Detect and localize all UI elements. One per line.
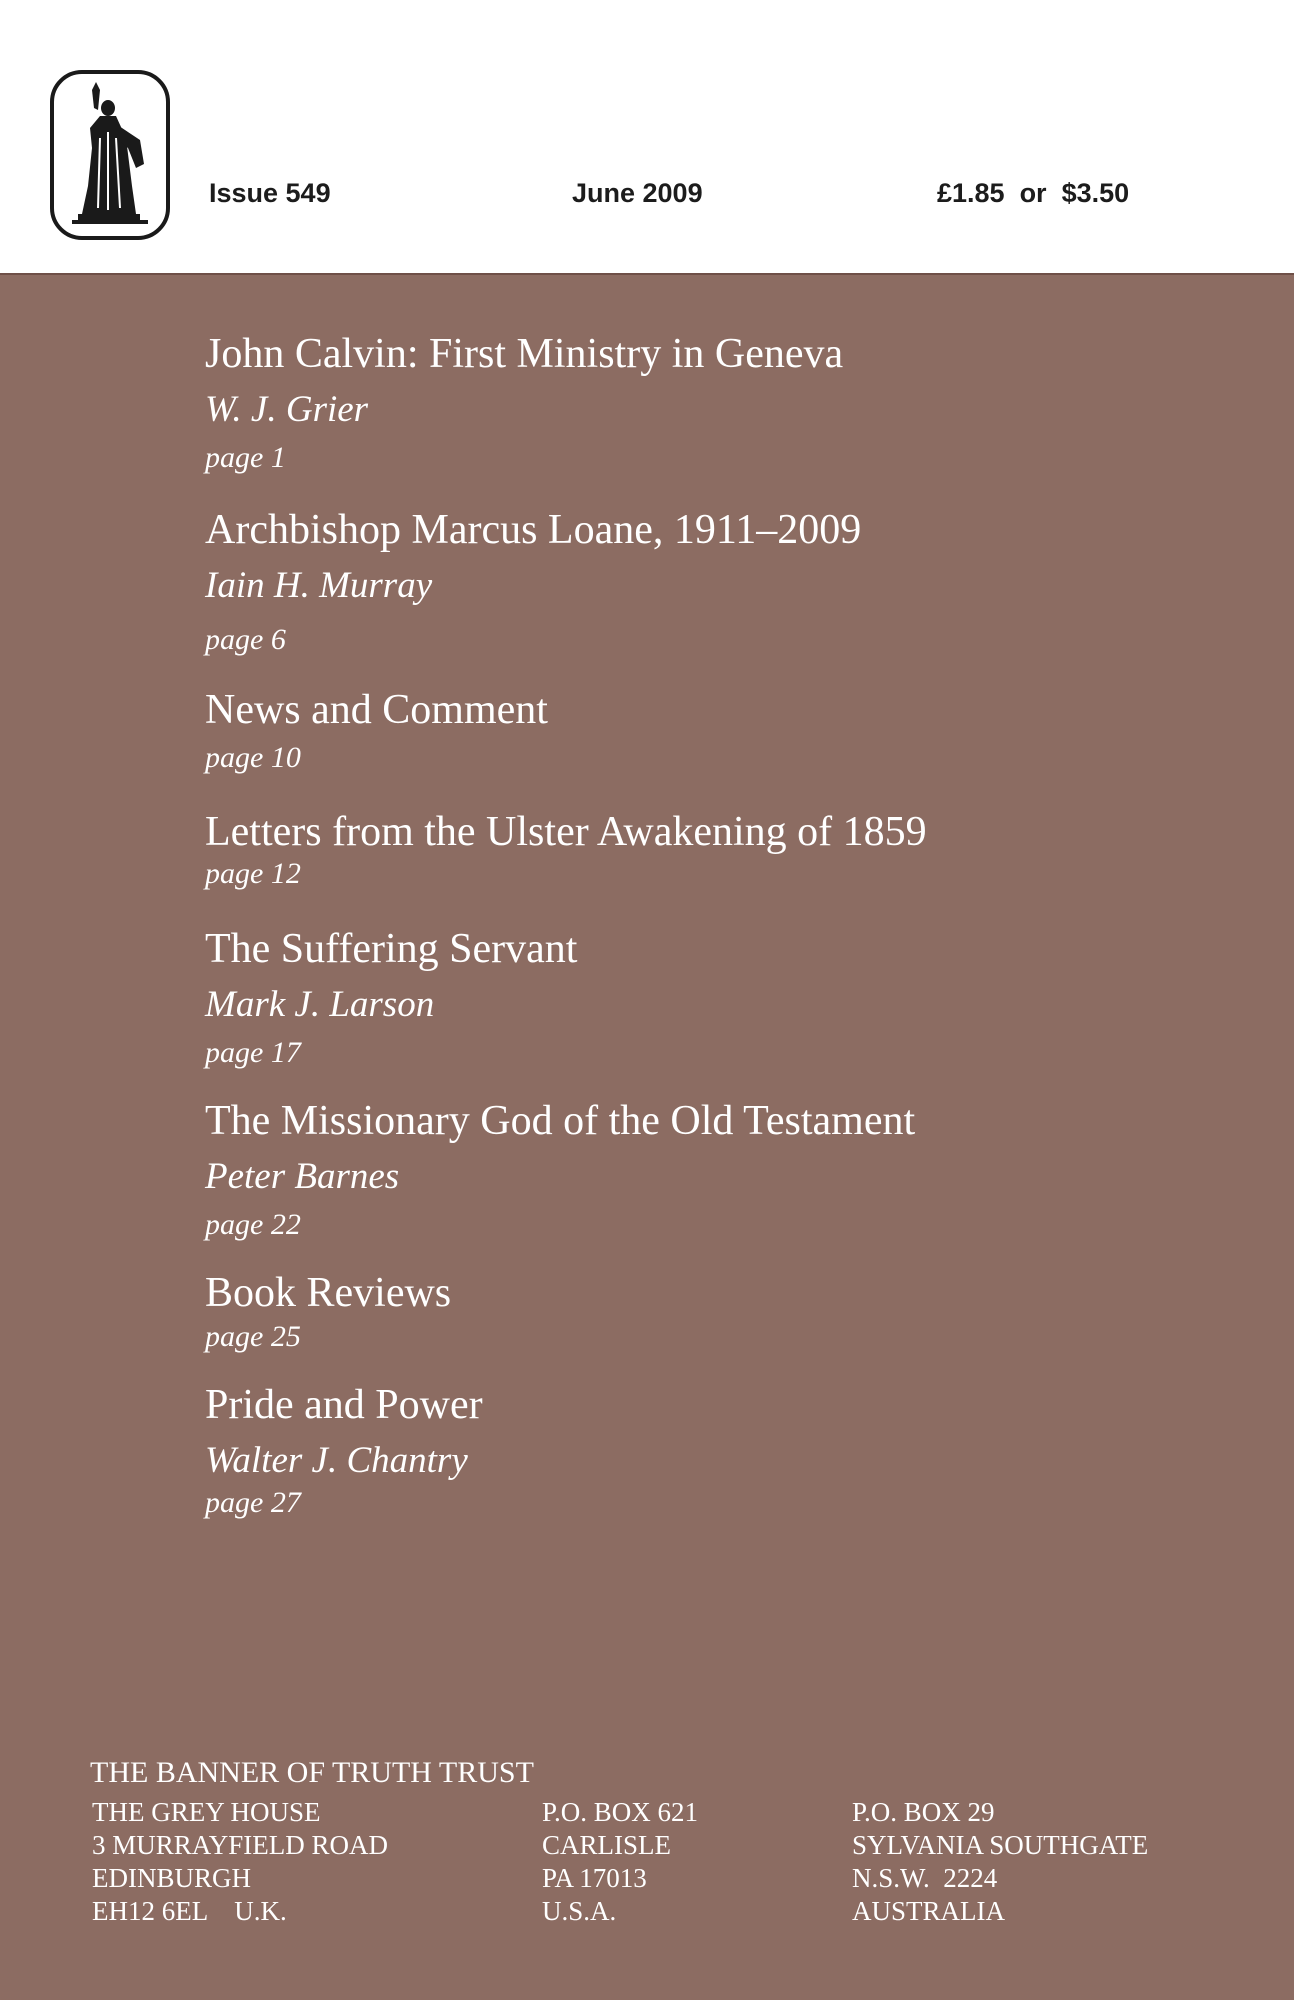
reformer-figure-emblem-icon [48,68,172,242]
toc-entry [205,326,843,478]
header-divider [0,273,1294,275]
address-line: AUSTRALIA [852,1896,1005,1926]
toc-entry-page: page 6 [205,623,286,656]
toc-entry-author: Mark J. Larson [205,984,435,1025]
address-australia [852,1796,1148,1928]
address-line: N.S.W. 2224 [852,1863,998,1893]
toc-entry [205,804,927,894]
address-line: CARLISLE [542,1830,672,1860]
toc-entry-title: Letters from the Ulster Awakening of 1859 [205,809,927,855]
toc-entry-page: page 27 [205,1486,301,1519]
address-edinburgh [92,1796,388,1928]
issue-number: Issue 549 [209,178,331,208]
toc-entry-title: Book Reviews [205,1270,452,1316]
toc-entry [205,682,548,778]
toc-entry-author: W. J. Grier [205,389,369,430]
address-line: PA 17013 [542,1863,647,1893]
address-line: P.O. BOX 621 [542,1797,699,1827]
toc-entry-author: Iain H. Murray [205,565,433,606]
toc-entry [205,1093,915,1245]
toc-entry-title: Archbishop Marcus Loane, 1911–2009 [205,507,862,553]
toc-entry-title: John Calvin: First Ministry in Geneva [205,331,844,377]
toc-entry-page: page 1 [205,441,286,474]
address-line: 3 MURRAYFIELD ROAD [92,1830,389,1860]
toc-entry [205,1265,451,1357]
cover-price: £1.85 or $3.50 [937,178,1130,208]
address-line: EDINBURGH [92,1863,251,1893]
toc-entry-page: page 22 [205,1208,301,1241]
toc-entry-title: The Missionary God of the Old Testament [205,1098,916,1144]
toc-entry-author: Peter Barnes [205,1156,400,1197]
toc-entry-page: page 25 [205,1320,301,1353]
publisher-name: THE BANNER OF TRUTH TRUST [90,1756,534,1789]
toc-entry-title: The Suffering Servant [205,926,578,972]
address-line: EH12 6EL U.K. [92,1896,287,1926]
toc-entry-page: page 12 [205,857,301,890]
address-line: U.S.A. [542,1896,617,1926]
toc-entry-title: Pride and Power [205,1382,483,1428]
toc-entry [205,1377,483,1523]
toc-entry-author: Walter J. Chantry [205,1440,468,1481]
address-line: THE GREY HOUSE [92,1797,321,1827]
address-line: SYLVANIA SOUTHGATE [852,1830,1149,1860]
toc-entry [205,502,861,660]
toc-entry-title: News and Comment [205,687,548,733]
address-line: P.O. BOX 29 [852,1797,995,1827]
toc-entry-page: page 10 [205,741,301,774]
address-carlisle [542,1796,698,1928]
issue-date: June 2009 [572,178,703,208]
toc-entry [205,921,577,1073]
cover-header [0,0,1294,274]
toc-entry-page: page 17 [205,1036,301,1069]
